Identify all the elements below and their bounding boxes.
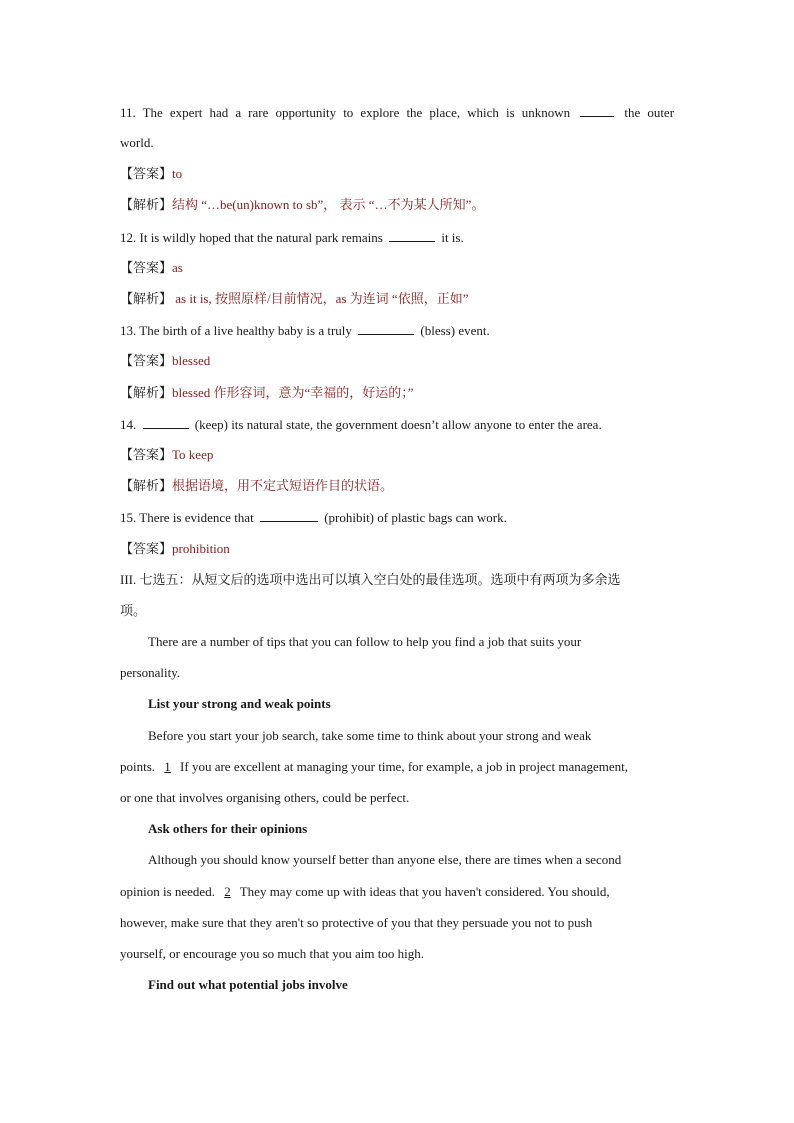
analysis-text: 根据语境，用不定式短语作目的状语。 (172, 478, 394, 493)
answer-value: as (172, 260, 183, 275)
q13-text-pre: 13. The birth of a live healthy baby is a truly (120, 323, 352, 338)
q12-analysis (120, 291, 674, 307)
passage-heading-2: Ask others for their opinions (148, 821, 308, 836)
q15-line (120, 509, 674, 526)
q12-blank (389, 229, 435, 242)
answer-value: blessed (172, 353, 211, 368)
q11-analysis (120, 197, 674, 213)
answer-label: 【答案】 (120, 541, 173, 556)
analysis-text: 结构 “…be(un)known to sb”， 表示 “…不为某人所知”。 (172, 197, 485, 212)
q15-text-post: (prohibit) of plastic bags can work. (324, 510, 507, 525)
q14-answer (120, 447, 674, 463)
answer-label: 【答案】 (120, 447, 173, 462)
passage-p2-line3: however, make sure that they aren't so protective of you that they persuade you not to push (120, 915, 593, 930)
p1-text-pre: points. (120, 759, 156, 774)
q12-text-post: it is. (441, 230, 464, 245)
q14-line (120, 416, 674, 433)
q11-line1 (120, 104, 674, 121)
passage-intro-line2: personality. (120, 665, 181, 680)
passage-p1-line1: Before you start your job search, take some time to think about your strong and weak (148, 728, 592, 743)
analysis-label: 【解析】 (120, 197, 173, 212)
q11-answer (120, 166, 674, 182)
q15-blank (260, 509, 318, 522)
answer-value: prohibition (172, 541, 230, 556)
answer-value: to (172, 166, 183, 181)
passage-heading-1: List your strong and weak points (148, 696, 331, 711)
q12-answer (120, 260, 674, 276)
p2-text-post: They may come up with ideas that you haven't considered. You should, (239, 884, 610, 899)
q12-text-pre: 12. It is wildly hoped that the natural park remains (120, 230, 383, 245)
analysis-label: 【解析】 (120, 291, 173, 306)
q13-answer (120, 353, 674, 369)
q15-text-pre: 15. There is evidence that (120, 510, 254, 525)
q11-line2: world. (120, 135, 154, 150)
answer-label: 【答案】 (120, 166, 173, 181)
q11-blank (580, 104, 614, 117)
passage-p2-line4: yourself, or encourage you so much that you aim too high. (120, 946, 424, 961)
passage-p1-line3: or one that involves organising others, could be perfect. (120, 790, 410, 805)
section-3-heading-cont: 项。 (120, 603, 147, 618)
blank-2: 2 (224, 884, 231, 899)
blank-1: 1 (164, 759, 171, 774)
answer-label: 【答案】 (120, 260, 173, 275)
q13-text-post: (bless) event. (420, 323, 490, 338)
p2-text-pre: opinion is needed. (120, 884, 215, 899)
q13-blank (358, 322, 414, 335)
analysis-label: 【解析】 (120, 478, 173, 493)
passage-heading-3: Find out what potential jobs involve (148, 977, 348, 992)
q14-text-pre: 14. (120, 417, 137, 432)
q13-analysis (120, 385, 674, 401)
q14-blank (143, 416, 189, 429)
q13-line (120, 322, 674, 339)
q14-text-post: (keep) its natural state, the government doesn’t allow anyone to enter the area. (194, 417, 602, 432)
p1-text-post: If you are excellent at managing your time, for example, a job in project management, (180, 759, 629, 774)
section-3-heading: III. 七选五：从短文后的选项中选出可以填入空白处的最佳选项。选项中有两项为多余选 (120, 572, 621, 587)
q11-text-post: the outer (624, 105, 675, 120)
q12-line (120, 229, 674, 246)
answer-value: To keep (172, 447, 214, 462)
analysis-text: as it is, 按照原样/目前情况，as 为连词 “依照，正如” (172, 291, 469, 306)
passage-p2-line1: Although you should know yourself better than anyone else, there are times when a second (148, 852, 622, 867)
passage-intro-line1: There are a number of tips that you can follow to help you find a job that suits your (148, 634, 582, 649)
q11-text-pre: 11. The expert had a rare opportunity to explore the place, which is unknown (120, 105, 571, 120)
answer-label: 【答案】 (120, 353, 173, 368)
analysis-label: 【解析】 (120, 385, 173, 400)
q15-answer (120, 541, 674, 557)
analysis-text: blessed 作形容词，意为“幸福的，好运的；” (172, 385, 414, 400)
passage-p1-line2 (120, 759, 674, 775)
q14-analysis (120, 478, 674, 494)
passage-p2-line2 (120, 884, 674, 900)
